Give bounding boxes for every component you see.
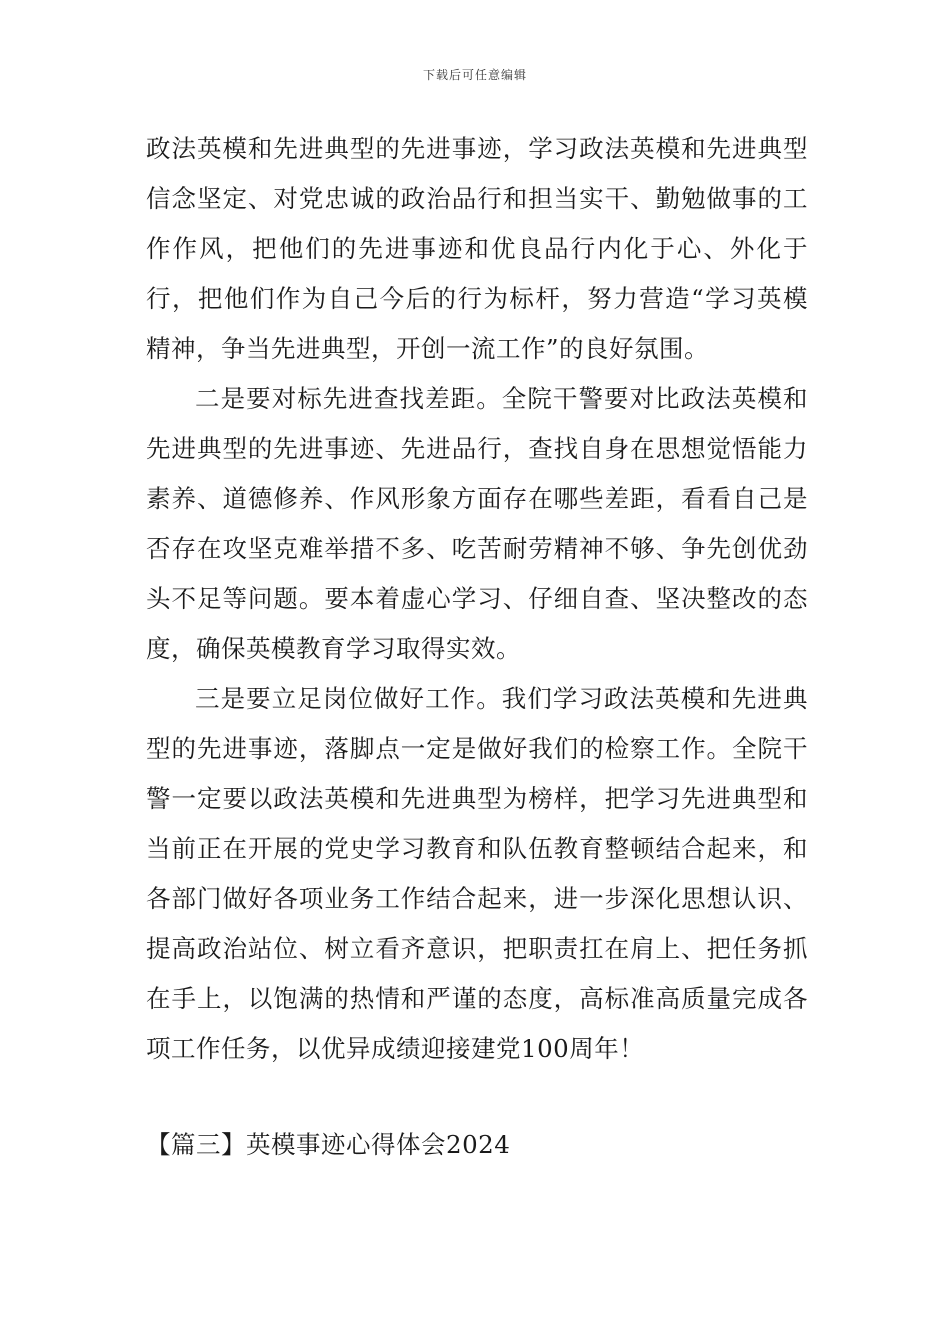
paragraph-continuation: 政法英模和先进典型的先进事迹，学习政法英模和先进典型信念坚定、对党忠诚的政治品行和担当实干、勤勉做事的工作作风，把他们的先进事迹和优良品行内化于心、外化于行，把他们作为自己今后的行为标杆，努力营造“学习英模精神，争当先进典型，开创一流工作”的良好氛围。: [146, 134, 808, 363]
page-header-note: 下载后可任意编辑: [422, 68, 527, 82]
document-body: [146, 124, 808, 1074]
paragraph-point-three: 三是要立足岗位做好工作。我们学习政法英模和先进典型的先进事迹，落脚点一定是做好我们的检察工作。全院干警一定要以政法英模和先进典型为榜样，把学习先进典型和当前正在开展的党史学习教育和队伍教育整顿结合起来，和各部门做好各项业务工作结合起来，进一步深化思想认识、提高政治站位、树立看齐意识，把职责扛在肩上、把任务抓在手上，以饱满的热情和严谨的态度，高标准高质量完成各项工作任务，以优异成绩迎接建党100周年！: [146, 684, 808, 1063]
section-heading: 【篇三】英模事迹心得体会2024: [146, 1130, 511, 1159]
paragraph-point-two: 二是要对标先进查找差距。全院干警要对比政法英模和先进典型的先进事迹、先进品行，查找自身在思想觉悟能力素养、道德修养、作风形象方面存在哪些差距，看看自己是否存在攻坚克难举措不多、吃苦耐劳精神不够、争先创优劲头不足等问题。要本着虚心学习、仔细自查、坚决整改的态度，确保英模教育学习取得实效。: [146, 384, 808, 663]
